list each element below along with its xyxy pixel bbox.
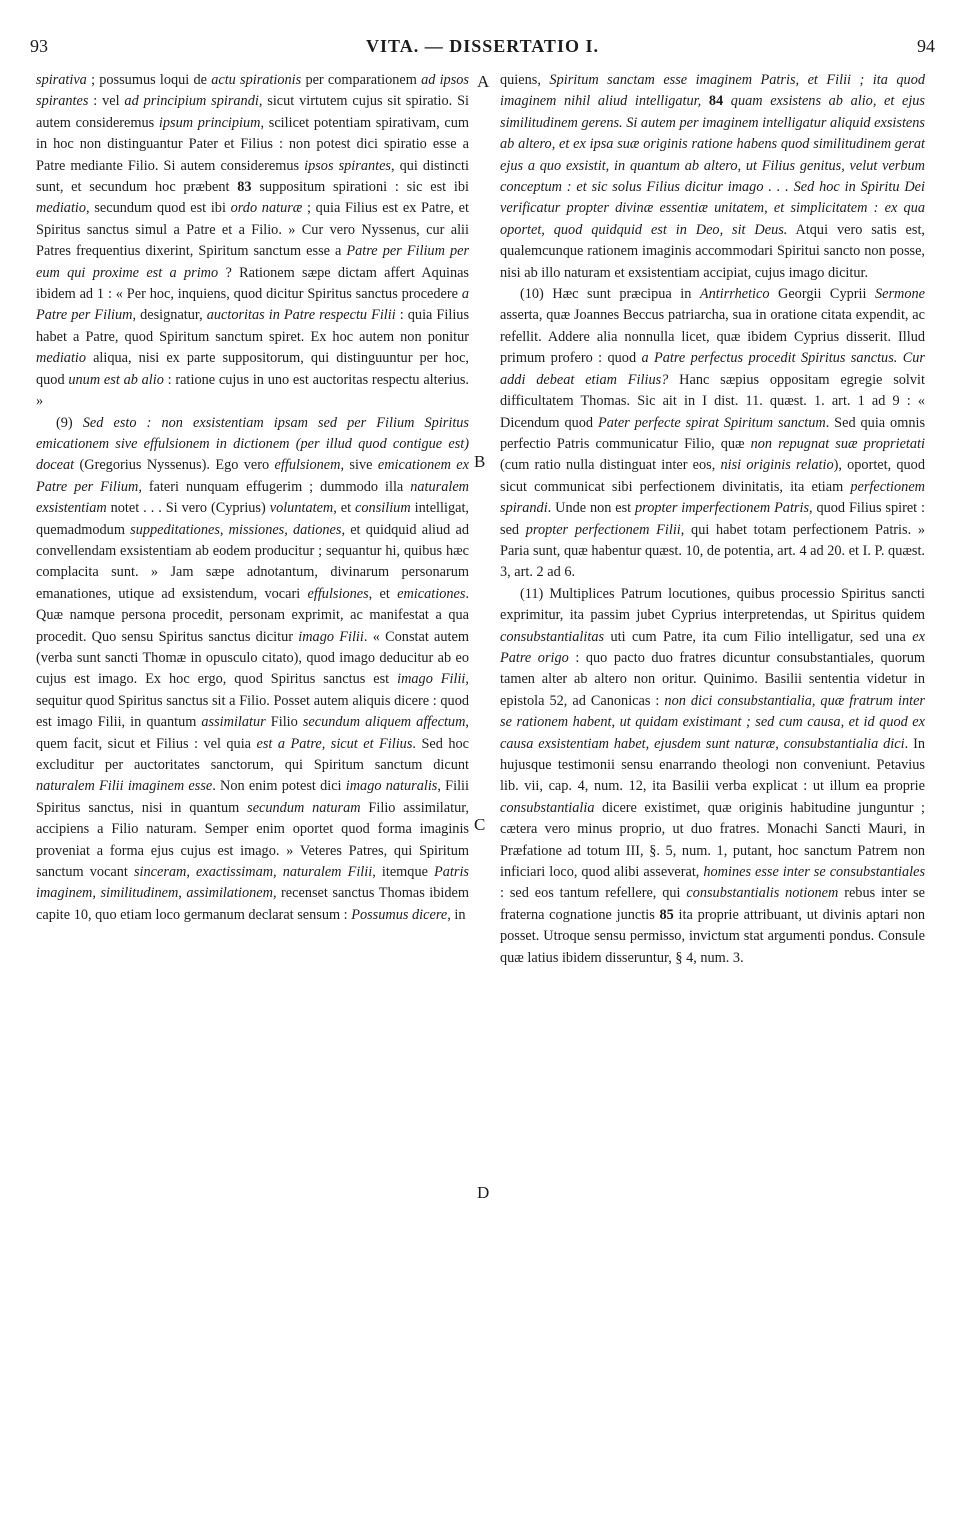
text-run: voluntatem xyxy=(269,500,334,517)
text-run: secundum aliquem affectum xyxy=(302,714,466,731)
text-run: , sicut virtutem cujus sit spiratio. Si autem consideremus xyxy=(36,93,469,131)
text-run: Filio xyxy=(265,714,303,731)
text-run: imago naturalis xyxy=(345,778,438,795)
text-run: effulsionem xyxy=(274,457,341,474)
text-run: consubstantialia xyxy=(500,799,595,816)
text-run: Pater perfecte spirat Spiritum sanctum xyxy=(597,414,826,431)
text-run: Patris imaginem, similitudinem, assimilationem xyxy=(36,864,469,902)
text-run: Antirrhetico xyxy=(699,286,770,303)
text-run: , qui habet totam perfectionem Patris. » Paria sunt, quæ habentur quæst. 10, de potentia, art. 4 ad 20. et I. P. quæst. 3, art. 2 ad 6. xyxy=(500,521,926,581)
text-run: , in xyxy=(447,906,466,923)
text-run: ipsos spirantes xyxy=(304,157,391,174)
text-run: (10) Hæc sunt præcipua in xyxy=(520,286,700,303)
text-run: , designatur, xyxy=(132,307,207,324)
text-run: propter perfectionem Filii xyxy=(525,521,681,538)
text-run: . Non enim potest dici xyxy=(212,778,346,795)
text-run: ad ipsos spirantes xyxy=(36,72,469,110)
text-run: , quod Filius spiret : sed xyxy=(500,500,925,538)
text-run: . Sed hoc excluditur per auctoritates sanctorum, qui Spiritum sanctum dicunt xyxy=(36,735,470,773)
paragraph xyxy=(36,70,469,413)
text-run: , scilicet potentiam spirativam, cum in hoc non distinguantur Pater et Filius : non potest dici spiratio esse a Patre mediante Filio. Si autem consideremus xyxy=(36,114,469,174)
text-run: , qui distincti sunt, et secundum hoc præbent xyxy=(36,157,470,196)
text-run: ex Patre origo xyxy=(500,628,925,666)
text-run: (11) Multiplices Patrum locutiones, quibus processio Spiritus sancti exprimitur, ita passim jubet Cyprius interpretendas, ut Spiritus quidem xyxy=(500,585,925,624)
text-run: non dici consubstantialia, quæ fratrum inter se rationem habent, ut quidam existimant ; sed cum causa, et id quod ex causa exsistentiam habet, ejusdem sunt naturæ, consubstantialia dici xyxy=(500,692,925,752)
paragraph xyxy=(500,70,925,284)
text-run: ; quia Filius est ex Patre, et Spiritus sanctus simul a Patre et a Filio. » Cur vero Nyssenus, cur alii Patres frequentius dixerint, Spiritum sanctum esse a xyxy=(36,200,469,260)
text-run: , recenset sanctus Thomas ibidem capite 10, quo etiam loco germanum declarat sensum : xyxy=(36,885,469,923)
text-run xyxy=(701,93,709,109)
text-run: propter imperfectionem Patris xyxy=(635,500,810,517)
text-run: , Filii Spiritus sanctus, nisi in quantum xyxy=(36,778,469,816)
text-run: , et xyxy=(368,585,398,602)
margin-letter-c: C xyxy=(474,815,486,834)
page-number-right: 94 xyxy=(917,36,935,56)
text-run: asserta, quæ Joannes Beccus patriarcha, sua in oratione citata expendit, ac refellit. Addere alia nonnulla licet, quæ ibidem Cyprius disserit. Illud primum profero : quod xyxy=(500,307,925,367)
running-header xyxy=(30,36,935,64)
text-run: , et quidquid aliud ad convellendam exsistentiam ab eodem producitur ; sequantur hi, quibus hæc complacita sunt. » Jam sæpe adnotantum, divinarum personarum emanationes, utique ad exsistendum, vocari xyxy=(36,521,469,602)
text-run: Patre per Filium per eum qui proxime est a primo xyxy=(36,243,470,281)
text-run: ipsum principium xyxy=(158,114,261,131)
text-run: : sed eos tantum refellere, qui xyxy=(500,885,687,902)
text-run: (Gregorius Nyssenus). Ego vero xyxy=(74,457,275,474)
text-run: Sermone xyxy=(874,286,925,303)
text-run: Sed esto : non exsistentiam ipsam sed per Filium Spiritus emicationem sive effulsionem in dictionem (per illud quod contigue est) doceat xyxy=(36,414,469,474)
text-run: ), oportet, quod sicut communicat sibi perfectionem divinitatis, ita etiam xyxy=(500,457,925,495)
text-run: ita proprie attribuant, ut divinis aptari non posset. Utroque sensu permisso, invictum stat argumenti pondus. Consule quæ latius ibidem disseruntur, § 4, num. 3. xyxy=(500,906,925,966)
text-run: non repugnat suæ proprietati xyxy=(750,435,925,452)
column-line-number: 83 xyxy=(237,179,252,196)
text-run: effulsiones xyxy=(307,585,369,602)
margin-letter-b: B xyxy=(474,452,486,471)
text-run: Filio assimilatur, accipiens a Filio naturam. Semper enim oportet quod forma imaginis proveniat a forma ejus cujus est imago. » Veteres Patres, qui Spiritum sanctum vocant xyxy=(36,799,470,881)
text-run: uti cum Patre, ita cum Filio intelligatur, sed una xyxy=(604,628,913,645)
text-run: ; possumus loqui de xyxy=(86,72,212,88)
text-run: quiens, xyxy=(500,72,550,88)
paragraph xyxy=(500,284,925,584)
text-run: naturalem exsistentiam xyxy=(36,478,469,517)
text-run: ad principium spirandi xyxy=(124,93,259,110)
text-run: , itemque xyxy=(372,864,435,881)
column-line-number: 84 xyxy=(708,93,724,110)
text-run: naturalem Filii imaginem esse xyxy=(36,778,213,795)
text-run: ? Rationem sæpe dictam affert Aquinas ibidem ad 1 : « Per hoc, inquiens, quod dicitur Spiritus sanctus procedere xyxy=(36,264,469,303)
text-run: . Unde non est xyxy=(547,500,636,517)
text-run: : vel xyxy=(88,93,125,110)
text-run: consubstantialis notionem xyxy=(686,885,839,902)
text-run: spirativa xyxy=(36,72,87,88)
text-run: per comparationem xyxy=(301,72,422,88)
text-run xyxy=(723,93,731,109)
text-run: emicationem ex Patre per Filium xyxy=(36,457,469,495)
running-title: VITA. — DISSERTATIO I. xyxy=(366,36,599,56)
text-run: Atqui vero satis est, qualemcunque rationem imaginis accommodari Spiritui sancto non posse, nisi ab illo naturam et exsistentiam accipiat, cujus imago dicitur. xyxy=(500,221,925,281)
text-run: homines esse inter se consubstantiales xyxy=(703,864,926,881)
text-run: , sive xyxy=(340,457,378,474)
text-run: imago Filii xyxy=(397,671,466,688)
left-column xyxy=(36,70,469,926)
text-run: sinceram, exactissimam, naturalem Filii xyxy=(133,864,373,881)
text-run: . Sed quia omnis perfectio Patris communicatur Filio, quæ xyxy=(500,414,926,452)
text-run: actu spirationis xyxy=(211,72,302,88)
text-run: auctoritas in Patre respectu Filii xyxy=(206,307,396,324)
text-run: intelligat, quemadmodum xyxy=(36,500,469,538)
text-run: , et xyxy=(333,500,356,517)
paragraph xyxy=(36,413,469,927)
text-run: : quia Filius habet a Patre, quod Spiritum sanctum spiret. Ex hoc autem non ponitur xyxy=(36,307,470,345)
text-run: . « Constat autem (verba sunt sancti Thomæ in opusculo citato), quod imago deducitur ab eo cujus est imago. Ex hoc ergo, quod Spiritus sanctus est xyxy=(36,628,469,688)
text-run: a Patre per Filium xyxy=(36,286,469,324)
text-run: perfectionem spirandi xyxy=(500,478,925,517)
paragraph xyxy=(500,584,925,969)
margin-letter-a: A xyxy=(477,72,490,91)
margin-letter-d: D xyxy=(477,1183,490,1202)
text-run: aliqua, nisi ex parte suppositorum, qui distinguuntur per hoc, quod xyxy=(36,350,469,388)
text-run: quam exsistens ab alio, et ejus similitudinem gerens. Si autem per imaginem intelligatur aliquid exsistens ab altero, et ex ipsa suæ originis ratione habens quod similitudinem gerat ejus a quo exsistit, in quantum ab altero, ut Filius genitus, velut verbum conceptum : et sic solus Filius dicitur imago . . . Sed hoc in Spiritu Dei verificatur propter divinæ essentiæ unitatem, et simplicitatem : ex qua oportet, quod quidquid est in Deo, sit Deus. xyxy=(500,93,926,238)
text-run: suppeditationes, missiones, dationes xyxy=(130,521,342,538)
text-run: Georgii Cyprii xyxy=(769,286,875,303)
text-run: consubstantialitas xyxy=(500,628,605,645)
text-run: ordo naturæ xyxy=(230,200,303,217)
text-run: rebus inter se fraterna cognatione junctis xyxy=(500,885,925,923)
text-run: : ratione cujus in uno est auctoritas respectu alterius. » xyxy=(36,371,469,410)
text-run: imago Filii xyxy=(298,628,364,645)
text-run: secundum naturam xyxy=(247,799,361,816)
text-run: suppositum spirationi : sic est ibi xyxy=(251,179,469,196)
text-run: , quem facit, sicut et Filius : vel quia xyxy=(36,714,469,752)
text-run: : quo pacto duo fratres dicuntur consubstantiales, quorum tamen alter ab altero non oritur. Quinimo. Basilii sententia videtur in epistola 52, ad Canonicas : xyxy=(500,649,925,709)
text-run: (9) xyxy=(56,414,83,431)
text-run: unum est ab alio xyxy=(68,371,164,388)
text-run: , secundum quod est ibi xyxy=(86,200,231,217)
text-run: a Patre perfectus procedit Spiritus sanctus. Cur addi debeat etiam Filius? xyxy=(500,350,925,388)
text-run: emicationes xyxy=(397,585,466,602)
text-run: mediatio xyxy=(36,200,87,217)
text-run: Possumus dicere xyxy=(351,906,448,923)
text-run: mediatio xyxy=(36,350,87,367)
right-column xyxy=(500,70,925,969)
text-run: . Quæ namque persona procedit, personam exprimit, ac manifestat a qua procedit. Quo sensu Spiritus sanctus dicitur xyxy=(36,585,470,645)
text-run: Hanc sæpius oppositam egregie solvit difficultatem Thomas. Sic ait in I dist. 11. quæst. 1. art. 1 ad 9 : « Dicendum quod xyxy=(500,371,925,431)
column-line-number: 85 xyxy=(659,906,674,923)
text-run: dicere existimet, quæ originis habitudine junguntur ; cætera vero minus proprio, ut duo fratres. Monachi Sancti Mauri, in Præfatione ad totum III, §. 5, num. 1, putant, hoc sanctum Patrem non inficiari loco, quod alibi asseverat, xyxy=(500,799,925,881)
text-run: Spiritum sanctam esse imaginem Patris, et Filii ; ita quod imaginem nihil aliud intelligatur, xyxy=(500,72,925,110)
text-run: , fateri nunquam effugerim ; dummodo illa xyxy=(138,478,411,495)
page-number-left: 93 xyxy=(30,36,48,56)
text-run: notet . . . Si vero (Cyprius) xyxy=(106,500,270,517)
text-run: nisi originis relatio xyxy=(720,457,834,474)
text-run: (cum ratio nulla distinguat inter eos, xyxy=(500,457,721,474)
text-run: consilium xyxy=(355,500,411,517)
text-run: . In hujusque testimonii sensu enarrando theologi non conveniunt. Petavius lib. vii, cap. 4, num. 12, ita Basilii verba explicat : ut illum ea proprie xyxy=(500,735,926,795)
text-run: , sequitur quod Spiritus sanctus sit a Filio. Posset autem aliquis dicere : quod est imago Filii, in quantum xyxy=(36,671,469,731)
text-run: est a Patre, sicut et Filius xyxy=(256,735,413,752)
text-run: assimilatur xyxy=(201,714,266,731)
